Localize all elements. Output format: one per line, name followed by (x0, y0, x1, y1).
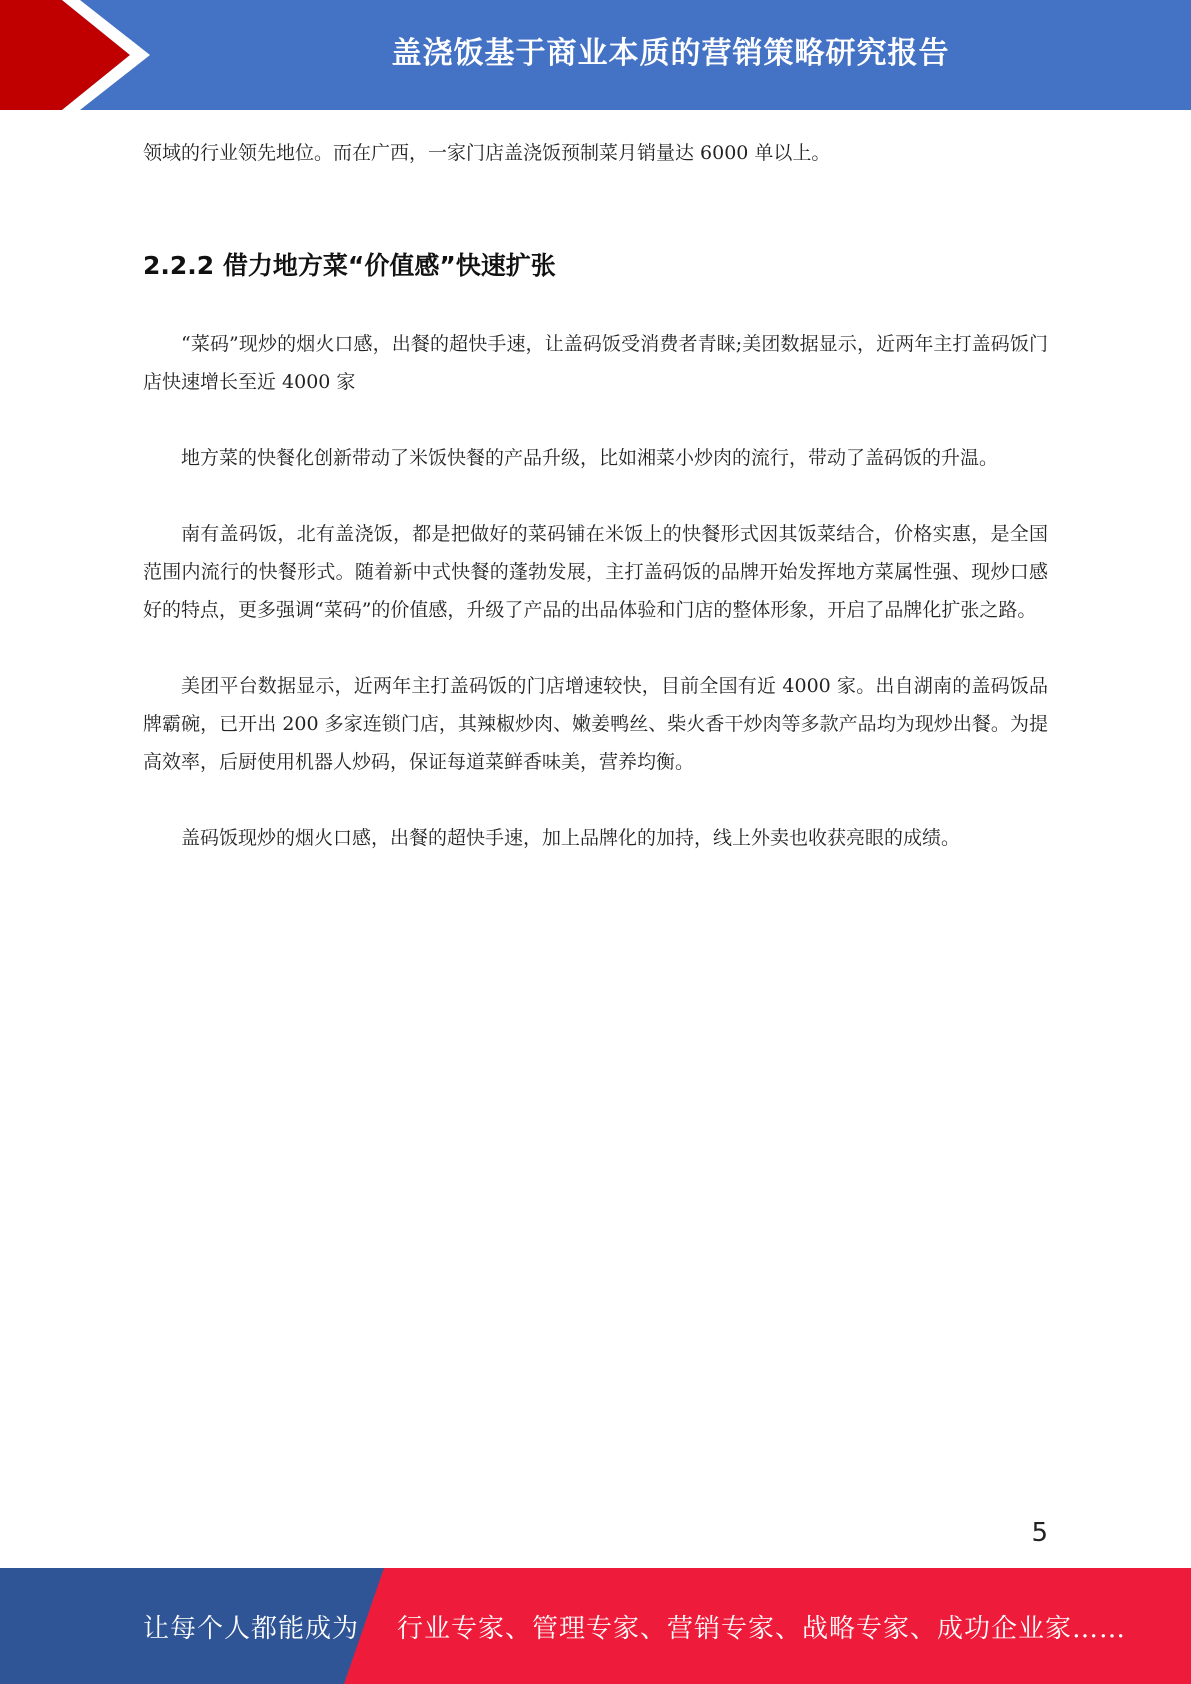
page-number: 5 (1031, 1518, 1048, 1548)
paragraph-1: “菜码”现炒的烟火口感，出餐的超快手速，让盖码饭受消费者青睐;美团数据显示，近两年主打盖码饭门店快速增长至近 4000 家 (143, 333, 1048, 393)
paragraph-4: 美团平台数据显示，近两年主打盖码饭的门店增速较快，目前全国有近 4000 家。出自湖南的盖码饭品牌霸碗，已开出 200 多家连锁门店，其辣椒炒肉、嫩姜鸭丝、柴火香干炒肉等多款产品均为现炒出餐。为提高效率，后厨使用机器人炒码，保证每道菜鲜香味美，营养均衡。 (143, 675, 1048, 773)
section-heading: 2.2.2 借力地方菜“价值感”快速扩张 (143, 251, 556, 280)
page-header (0, 0, 1191, 110)
page-footer (0, 1568, 1191, 1684)
footer-slogan-right: 行业专家、管理专家、营销专家、战略专家、成功企业家…… (397, 1613, 1127, 1644)
document-body (143, 134, 1048, 857)
report-title: 盖浇饭基于商业本质的营销策略研究报告 (391, 36, 950, 71)
paragraph-2: 地方菜的快餐化创新带动了米饭快餐的产品升级，比如湘菜小炒肉的流行，带动了盖码饭的升温。 (181, 447, 999, 469)
paragraph-3: 南有盖码饭，北有盖浇饭，都是把做好的菜码铺在米饭上的快餐形式因其饭菜结合，价格实惠，是全国范围内流行的快餐形式。随着新中式快餐的蓬勃发展，主打盖码饭的品牌开始发挥地方菜属性强、现炒口感好的特点，更多强调“菜码”的价值感，升级了产品的出品体验和门店的整体形象，开启了品牌化扩张之路。 (143, 523, 1048, 621)
header-arrow-decoration (0, 0, 160, 110)
paragraph-5: 盖码饭现炒的烟火口感，出餐的超快手速，加上品牌化的加持，线上外卖也收获亮眼的成绩。 (181, 827, 961, 849)
footer-slogan-left: 让每个人都能成为 (143, 1613, 360, 1644)
continued-paragraph: 领域的行业领先地位。而在广西，一家门店盖浇饭预制菜月销量达 6000 单以上。 (143, 142, 831, 164)
